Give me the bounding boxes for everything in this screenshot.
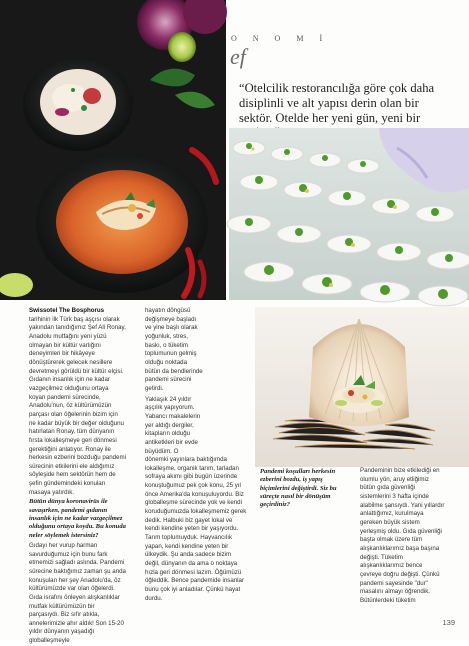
article-column-1 xyxy=(29,307,126,646)
food-photo xyxy=(0,0,226,300)
article-column-2 xyxy=(145,307,247,603)
intro-lead-bold: Swissotel The Bosphorus xyxy=(29,307,105,314)
banquet-photo xyxy=(229,128,469,300)
article-column-4 xyxy=(360,467,445,606)
svg-text:ef: ef xyxy=(230,44,246,69)
magazine-logo xyxy=(226,40,256,70)
pull-quote: “Otelcilik restorancılığa göre çok daha disiplinli ve alt yapısı derin olan bir sektör. Otelde her yeni gün, yeni bir xyxy=(239,81,435,125)
page-number: 139 xyxy=(442,618,455,627)
intro-text: tarihinin ilk Türk baş aşçısı olarak yakından tanıdığımız Şef Ali Ronay, Anadolu mutfağını yeni yüzü olmayan bir kültür varlığını deneyimleri bir hikâyeye dönüştürerek gelecek nesillere devretmeyi görüldü bir kültür elçisi. Gıdanın insanlık için ne kadar vazgeçilmez olduğunu ortaya koyan pandemi sürecinde, Anadolu'nun, öz kültürümüzün parçası olan öğelerinin bizim için ne kadar büyük bir değer olduğunu hatırlatan Ronay, tüm dünyanın fırsta lokalleşmeye geri dönmesi gerektiğini anlatıyor. Ronay ile herkesin ezberini bozduğu pandemi sürecinin etkilerini ele aldığımız söyleşide hem sektörün hem de şefin gündemindeki konuları masaya yatırdık. xyxy=(29,315,126,496)
interview-question-2: Pandemi koşulları herkesin ezberini bozdu, iş yapış biçimlerini değiştirdi. Siz bu süreçte nasıl bir dönüşüm geçirdiniz? xyxy=(260,468,337,509)
interview-answer-1: Gıdayı her vurup harman savurduğumuz için bunu fark etmemizi sağladı aslında. Pandemi sürecine baktığımız zaman şu anda konuşulan her şey Anadolu'da, öz kültürümüzde var olan öğelerdi. Gıda israfını önleyen alışkanlıklar mutfak kültürümüzün bir parçasıydı. Biz sıfır atıkla, annelerimizle ahır aldık! Son 15-20 yıldır dünyanın yaşadığı globalleşmeyle xyxy=(29,541,126,645)
interview-answer-2: Pandeminin bize etkilediği en olumlu yön, aruy etliğimiz bütün gıda güvenliği sistemlerini 3 hafta içinde alabilme şansıydı. Yani yıllardır anlattığımız, kurulmaya gereken büyük sistem yerleşmiş oldu. Gıda güvenliği başta olmak üzere tüm alışkanlıklarımız başa başına değişti. Tüketim alışkanlıklarımız bence çevreye doğru değişti. Çünkü pandemi sayesinde "dur" masalını almayı öğrendik. Bütünlerdeki tüketim xyxy=(360,467,445,604)
column-2-wide-text: dönemki yayınlara baktığımda lokalleşme, organik tarım, tarladan sofraya akımı gibi bugün üzerinde konuştuğumuz pek çok konu, 25 yıl önce Amerika'da konuşuluyordu. Biz globalleşme sürecinde yok ve kendi koruduğumuzda lokalleşmemiz gerek dedik. Halbuki biz gayet lokal ve kendi kendine yeten bir yaşıyordu. Tarım toplumuyduk. Hayvancılık yapan, kendi kendine yeten bir ülkeydik. Şu anda sadece bizim değil, dünyanın da ama o noktaya hızla geri dönmesi lazım. Öğümüzü öğleddik. Bence pandemide insanlar bunu çok iyi anladılar. Çünkü hayat durdu. xyxy=(145,456,247,602)
intro-paragraph xyxy=(29,307,126,497)
section-kicker: O N O M İ xyxy=(231,34,330,43)
interview-question-1: Bütün dünya koronavirüs ile savaşırken, pandemi gıdanın insanlık için ne kadar vazgeçilmez olduğunu ortaya koydu. Bu konuda neler söylemek istersiniz? xyxy=(29,498,126,539)
column-2-narrow-text-2: Yaklaşık 24 yıldır aşçılık yapıyorum. Yabancı makalelerin yer aldığı dergiler, kitapların olduğu antiketkleri bir evde büyüdüm. O xyxy=(145,395,201,455)
article-column-3 xyxy=(260,467,352,511)
scallop-photo xyxy=(255,307,469,467)
column-2-narrow-text: hayatın döngüsü değişmeye başladı ve yine başlı olarak yoğunluk, stres, baskı, o tüketim toplumunun gelmiş olduğu noktada bütün da bendlerinde pandemi sürecini getirdi. xyxy=(145,307,203,392)
